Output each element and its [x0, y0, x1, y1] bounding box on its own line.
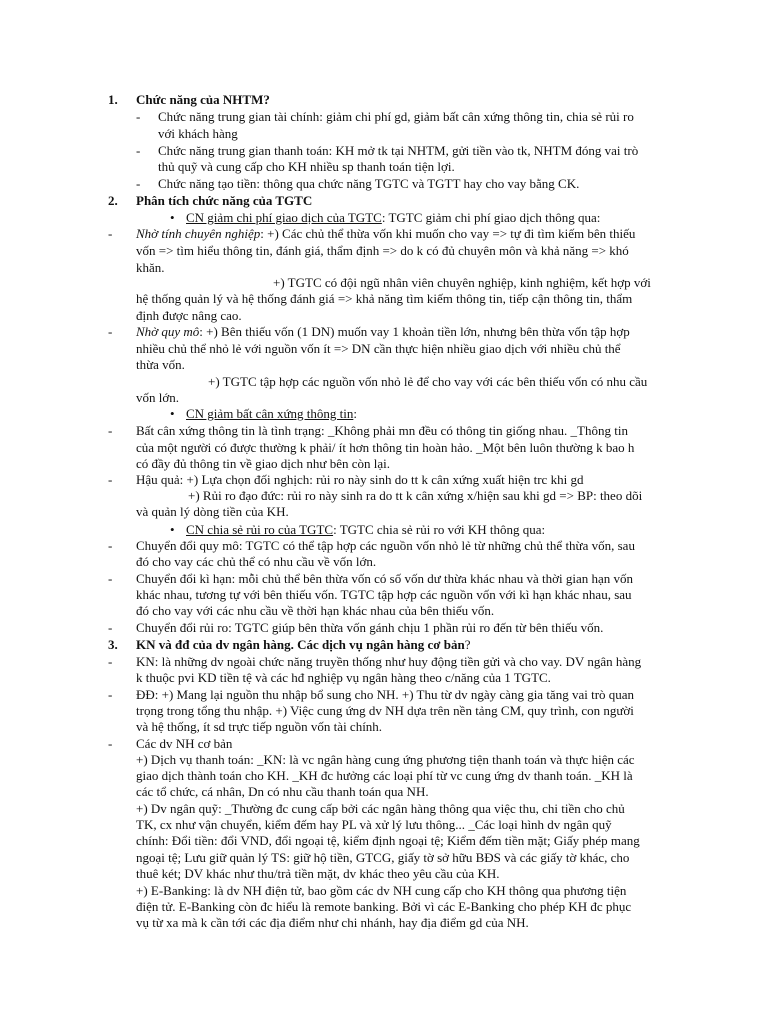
text-line: ĐĐ: +) Mang lại nguồn thu nhập bổ sung cho NH. +) Thu từ dv ngày càng gia tăng vai trò quan: [136, 687, 635, 702]
section-1-title: Chức năng của NHTM?: [136, 92, 270, 107]
text-line: đó cho vay với các nhu cầu về thời hạn khác nhau của bên thiếu vốn.: [136, 603, 495, 618]
list-dash: -: [108, 423, 113, 438]
text-line: Chuyển đổi rủi ro: TGTC giúp bên thừa vốn gánh chịu 1 phần rủi ro đến từ bên thiếu vốn.: [136, 620, 604, 635]
title-question: ?: [464, 637, 471, 652]
subheading-line: [186, 406, 357, 422]
list-dash: -: [108, 538, 113, 553]
text-line: và quản lý dòng tiền của KH.: [136, 504, 289, 519]
list-dash: -: [108, 472, 113, 487]
text-line: có đầy đủ thông tin về giao dịch như bên còn lại.: [136, 456, 390, 471]
text-span: :: [353, 406, 357, 421]
text-line: định được nâng cao.: [136, 308, 242, 323]
text-line: trọng trong tổng thu nhập. +) Việc cung ứng dv NH dựa trên nền tảng CM, quy trình, con người: [136, 703, 634, 718]
list-dash: -: [108, 571, 113, 586]
text-line: TK, cx như vận chuyển, kiểm đếm hay PL và xử lý lưu thông... _Các loại hình dv ngân quỹ: [136, 817, 612, 832]
text-line: +) Dịch vụ thanh toán: _KN: là vc ngân hàng cung ứng phương tiện thanh toán và thực hiện các: [136, 752, 635, 767]
text-line: vốn lớn.: [136, 390, 179, 405]
list-dash: -: [108, 687, 113, 702]
subheading-asymmetry: CN giảm bất cân xứng thông tin: [186, 406, 354, 421]
section-1-number: 1.: [108, 92, 118, 107]
text-line: k thuộc pvi KD tiền tệ và các hđ nghiệp vụ ngân hàng theo c/năng của 1 TGTC.: [136, 670, 551, 685]
text-line: Bất cân xứng thông tin là tình trạng: _Không phải mn đều có thông tin giống nhau. _Thông tin: [136, 423, 628, 438]
list-dash: -: [136, 176, 141, 191]
text-line: đó cho vay các chủ thể có nhu cầu về vốn lớn.: [136, 554, 377, 569]
text-line: giao dịch thành toán cho KH. _KH đc hưởng các loại phí từ vc cung ứng dv thanh toán. _KH là: [136, 768, 633, 783]
text-line: +) Rủi ro đạo đức: rủi ro này sinh ra do tt k cân xứng x/hiện sau khi gd => BP: theo dõi: [188, 488, 643, 503]
italic-term: Nhờ tính chuyên nghiệp: [136, 226, 261, 241]
text-line: chính: Đổi tiền: đổi VND, đổi ngoại tệ, kiểm định ngoại tệ; Kiểm đếm tiền mặt; Giấy phép mang: [136, 833, 640, 848]
list-dash: -: [108, 736, 113, 751]
text-line: +) Dv ngân quỹ: _Thường đc cung cấp bởi các ngân hàng thông qua việc thu, chi tiền cho chủ: [136, 801, 625, 816]
text-line: của một người có được thường k phải/ ít hơn thông tin hoàn hảo. _Một bên luôn thường k bao h: [136, 440, 635, 455]
subheading-cost: CN giảm chi phí giao dịch của TGTC: [186, 210, 382, 225]
text-line: Chức năng trung gian tài chính: giảm chi phí gd, giảm bất cân xứng thông tin, chia sẻ rủi ro: [158, 109, 634, 124]
subheading-risk: CN chia sẻ rủi ro của TGTC: [186, 522, 334, 537]
text-line: +) TGTC tập hợp các nguồn vốn nhỏ lẻ để cho vay với các bên thiếu vốn có nhu cầu: [208, 374, 648, 389]
list-dash: -: [136, 109, 141, 124]
section-3-title: [136, 637, 470, 653]
text-line: thuê két; DV khác như thu/trả tiền mặt, dv khác theo yêu cầu của KH.: [136, 866, 500, 881]
text-line: Chuyển đổi kì hạn: mỗi chủ thể bên thừa vốn có số vốn dư thừa khác nhau và thời gian hạn vốn: [136, 571, 634, 586]
text-line: nhiều chủ thể nhỏ lẻ với nguồn vốn ít => DN cần thực hiện nhiều giao dịch với nhiều chủ thể: [136, 341, 621, 356]
text-line: thủ quỹ và cung cấp cho KH nhiều sp thanh toán tiện lợi.: [158, 159, 455, 174]
text-line: ngoại tệ; Lưu giữ quản lý TS: giữ hộ tiền, GTCG, giấy tờ sở hữu BĐS và các giấy tờ khác, cho: [136, 850, 630, 865]
text-line: thừa vốn.: [136, 357, 185, 372]
text-span: : +) Bên thiếu vốn (1 DN) muốn vay 1 khoản tiền lớn, nhưng bên thừa vốn tập hợp: [199, 324, 630, 339]
subheading-line: [186, 522, 545, 538]
text-line: [136, 324, 630, 340]
bullet-icon: •: [170, 522, 175, 537]
title-text: KN và đđ của dv ngân hàng. Các dịch vụ ngân hàng cơ bản: [136, 637, 465, 652]
text-line: Chức năng tạo tiền: thông qua chức năng TGTC và TGTT hay cho vay bằng CK.: [158, 176, 580, 191]
text-line: các tổ chức, cá nhân, Dn có nhu cầu thanh toán qua NH.: [136, 784, 429, 799]
text-span: : TGTC giảm chi phí giao dịch thông qua:: [381, 210, 601, 225]
text-line: và hệ thống, ít sd trực tiếp nguồn vốn tài chính.: [136, 719, 383, 734]
section-2-title: Phân tích chức năng của TGTC: [136, 193, 313, 208]
text-line: khác nhau, tương tự với bên thiếu vốn. TGTC tập hợp các nguồn vốn với kì hạn khác nhau, sau: [136, 587, 632, 602]
text-line: với khách hàng: [158, 126, 238, 141]
text-span: : TGTC chia sẻ rủi ro với KH thông qua:: [333, 522, 546, 537]
bullet-icon: •: [170, 406, 175, 421]
text-line: [136, 226, 635, 242]
list-dash: -: [108, 324, 113, 339]
section-3-number: 3.: [108, 637, 118, 652]
list-dash: -: [108, 226, 113, 241]
italic-term: Nhờ quy mô: [136, 324, 200, 339]
text-line: Các dv NH cơ bản: [136, 736, 233, 751]
text-line: Chuyển đổi quy mô: TGTC có thể tập hợp các nguồn vốn nhỏ lẻ từ những chủ thể thừa vốn, sau: [136, 538, 635, 553]
text-line: điện tử. E-Banking còn đc hiểu là remote banking. Bởi vì các E-Banking cho phép KH đc phục: [136, 899, 632, 914]
bullet-icon: •: [170, 210, 175, 225]
text-line: vụ từ xa mà k cần tới các địa điểm như chi nhánh, hay địa điểm gd của NH.: [136, 915, 529, 930]
text-line: +) TGTC có đội ngũ nhân viên chuyên nghiệp, kinh nghiệm, kết hợp với: [273, 275, 651, 290]
list-dash: -: [108, 620, 113, 635]
list-dash: -: [108, 654, 113, 669]
text-line: khăn.: [136, 260, 165, 275]
text-line: +) E-Banking: là dv NH điện tử, bao gồm các dv NH cung cấp cho KH thông qua phương tiện: [136, 883, 627, 898]
subheading-line: [186, 210, 600, 226]
section-2-number: 2.: [108, 193, 118, 208]
text-line: vốn => tìm hiểu thông tin, đánh giá, thẩm định => do k có đủ chuyên môn và khả năng => khó: [136, 243, 629, 258]
text-line: Hậu quả: +) Lựa chọn đối nghịch: rủi ro này sinh do tt k cân xứng xuất hiện trc khi gd: [136, 472, 584, 487]
text-span: : +) Các chủ thể thừa vốn khi muốn cho vay => tự đi tìm kiếm bên thiếu: [260, 226, 636, 241]
text-line: KN: là những dv ngoài chức năng truyền thống như huy động tiền gửi và cho vay. DV ngân hàng: [136, 654, 642, 669]
list-dash: -: [136, 143, 141, 158]
text-line: hệ thống quản lý và hệ thống đánh giá => khả năng tìm kiếm thông tin, tiếp cận thông tin, thẩm: [136, 291, 633, 306]
text-line: Chức năng trung gian thanh toán: KH mở tk tại NHTM, gửi tiền vào tk, NHTM đóng vai trò: [158, 143, 639, 158]
